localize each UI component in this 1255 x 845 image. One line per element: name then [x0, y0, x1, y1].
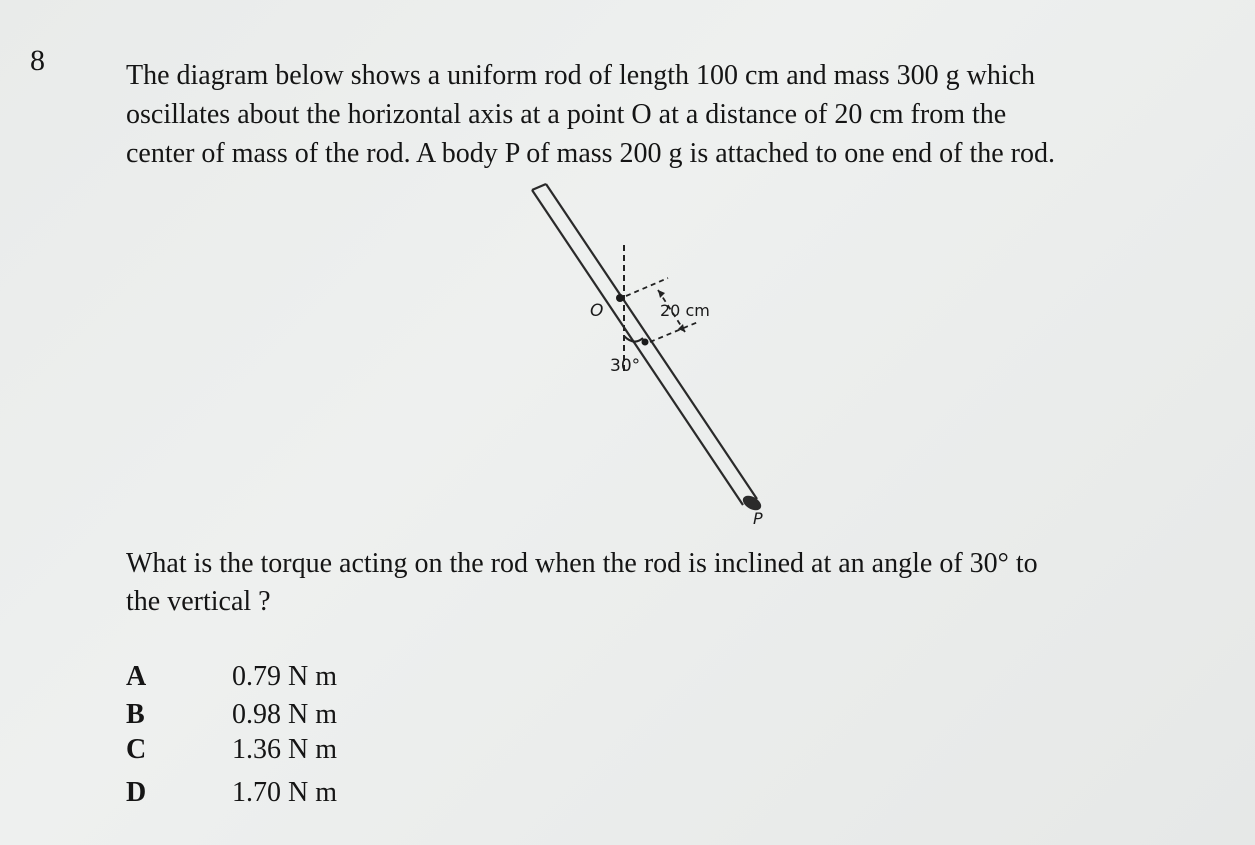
option-b[interactable]: [126, 698, 337, 732]
stem-line-1: The diagram below shows a uniform rod of length 100 cm and mass 300 g which: [126, 60, 1036, 91]
option-d[interactable]: [126, 776, 337, 810]
option-letter: B: [126, 699, 145, 730]
stem-line-3: center of mass of the rod. A body P of mass 200 g is attached to one end of the rod.: [126, 138, 1055, 169]
pivot-point: [616, 294, 624, 302]
distance-arrow-up: [658, 290, 665, 298]
option-a[interactable]: [126, 660, 337, 694]
option-value: 0.79 N m: [232, 661, 337, 692]
option-letter: C: [126, 734, 147, 765]
option-letter: D: [126, 777, 147, 808]
option-c[interactable]: [126, 733, 337, 767]
mass-label: P: [753, 509, 763, 528]
pivot-label: O: [590, 301, 604, 321]
option-value: 1.36 N m: [232, 734, 337, 765]
prompt-line-2: the vertical ?: [126, 586, 271, 617]
option-value: 0.98 N m: [232, 699, 337, 730]
angle-label: 30°: [610, 356, 641, 376]
angle-arc: [624, 336, 643, 342]
stem-line-2: oscillates about the horizontal axis at a point O at a distance of 20 cm from the: [126, 99, 1007, 130]
option-value: 1.70 N m: [232, 777, 337, 808]
prompt-line-1: What is the torque acting on the rod when the rod is inclined at an angle of 30° to: [126, 548, 1038, 579]
question-number: 8: [30, 44, 45, 77]
question-prompt: [126, 545, 1038, 621]
distance-label: 20 cm: [660, 301, 710, 320]
option-letter: A: [126, 661, 147, 692]
